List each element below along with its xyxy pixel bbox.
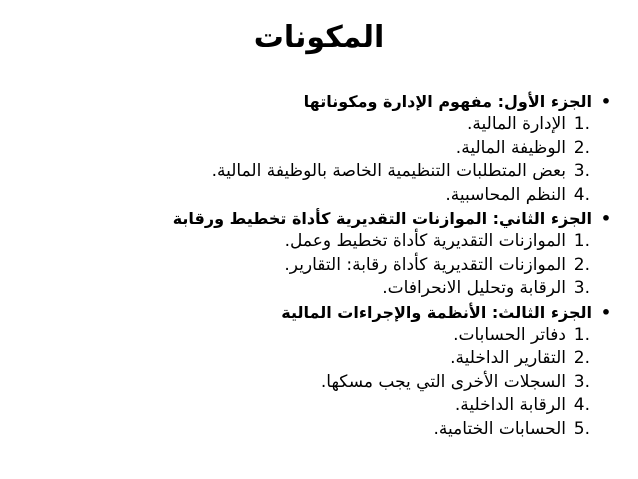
item-text: السجلات الأخرى التي يجب مسكها. xyxy=(320,371,566,392)
section-heading-text: الجزء الثاني: الموازنات التقديرية كأداة تخطيط ورقابة xyxy=(172,209,592,228)
section-part-one xyxy=(166,90,616,207)
item-number: 1. xyxy=(573,231,590,251)
item-number: 1. xyxy=(573,114,590,134)
section-heading-text: الجزء الثالث: الأنظمة والإجراءات المالية xyxy=(281,302,592,322)
content-list xyxy=(166,90,616,441)
item-number: 2. xyxy=(573,254,590,275)
list-item xyxy=(166,113,616,137)
list-item xyxy=(166,418,616,442)
item-number: 5. xyxy=(573,418,590,439)
item-text: الموازنات التقديرية كأداة رقابة: التقارير. xyxy=(284,254,566,275)
section-part-three xyxy=(166,301,616,442)
item-text: الإدارة المالية. xyxy=(467,114,566,134)
item-text: الرقابة وتحليل الانحرافات. xyxy=(382,278,566,298)
list-item xyxy=(166,347,616,371)
item-text: الموازنات التقديرية كأداة تخطيط وعمل. xyxy=(284,231,566,251)
item-text: دفاتر الحسابات. xyxy=(453,324,566,345)
list-item xyxy=(166,371,616,395)
bullet-icon: • xyxy=(600,209,612,228)
item-number: 2. xyxy=(573,348,590,368)
item-text: التقارير الداخلية. xyxy=(450,348,566,368)
list-item xyxy=(166,254,616,278)
list-item xyxy=(166,394,616,418)
item-number: 4. xyxy=(573,395,590,415)
item-number: 1. xyxy=(573,324,590,345)
list-item xyxy=(166,160,616,184)
list-item xyxy=(166,184,616,208)
item-text: النظم المحاسبية. xyxy=(445,184,566,205)
list-item xyxy=(166,137,616,161)
section-heading xyxy=(166,207,616,230)
section-heading xyxy=(166,90,616,113)
item-text: الوظيفة المالية. xyxy=(455,137,566,158)
list-item xyxy=(166,230,616,254)
section-heading-text: الجزء الأول: مفهوم الإدارة ومكوناتها xyxy=(303,92,592,111)
item-number: 3. xyxy=(573,371,590,392)
bullet-icon: • xyxy=(600,302,612,322)
bullet-icon: • xyxy=(600,92,612,111)
list-item xyxy=(166,277,616,301)
item-text: الحسابات الختامية. xyxy=(433,418,566,439)
item-number: 3. xyxy=(573,161,590,181)
section-heading xyxy=(166,301,616,324)
item-text: الرقابة الداخلية. xyxy=(454,395,566,415)
list-item xyxy=(166,324,616,348)
slide-title: المكونات xyxy=(253,20,385,55)
item-number: 3. xyxy=(573,278,590,298)
item-text: بعض المتطلبات التنظيمية الخاصة بالوظيفة المالية. xyxy=(211,161,566,181)
item-number: 2. xyxy=(573,137,590,158)
section-part-two xyxy=(166,207,616,301)
item-number: 4. xyxy=(573,184,590,205)
